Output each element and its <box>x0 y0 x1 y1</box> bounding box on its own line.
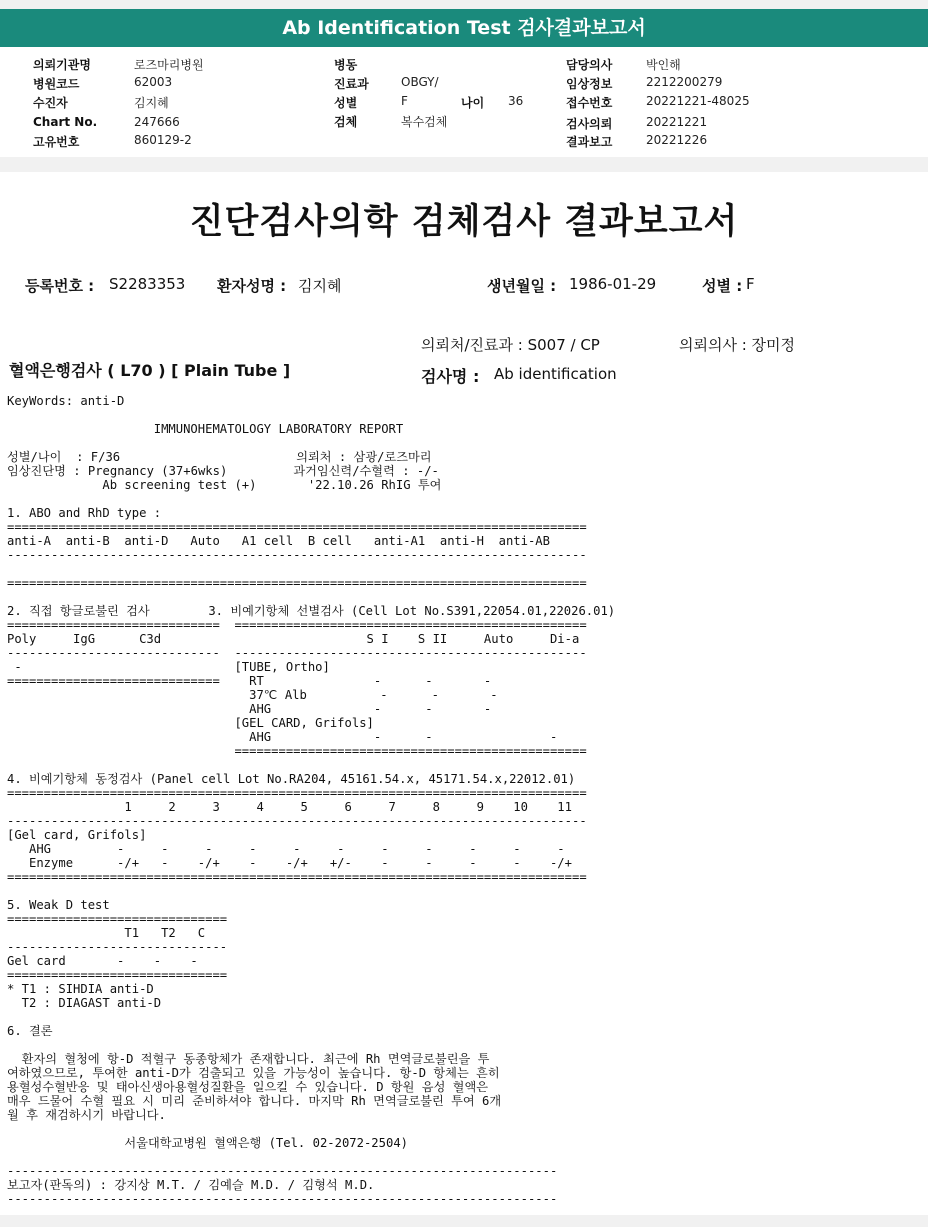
report-line: 성별/나이 : F/36 의뢰처 : 삼광/로즈마리 <box>7 450 432 464</box>
report-line: AHG - - - - - - - - - - - <box>7 842 565 856</box>
sex-value: F <box>746 275 755 293</box>
report-line <box>7 1150 615 1164</box>
value-sex: F <box>401 94 408 108</box>
label-ward: 병동 <box>334 58 358 72</box>
patient-value: 김지혜 <box>298 277 342 295</box>
report-line: ----------------------------- ------------------------------------------------ <box>7 646 587 660</box>
label-department: 진료과 <box>334 77 369 91</box>
label-request-date: 검사의뢰 <box>566 117 613 131</box>
label-receipt-no: 접수번호 <box>566 96 613 110</box>
report-line: 서울대학교병원 혈액은행 (Tel. 02-2072-2504) <box>7 1136 408 1150</box>
report-line: ------------------------------ <box>7 940 228 954</box>
reg-label: 등록번호 : <box>25 277 95 295</box>
report-title-bar: Ab Identification Test 검사결과보고서 <box>0 9 928 47</box>
report-line: 용혈성수혈반응 및 태아신생아용혈성질환을 일으킬 수 있습니다. D 항원 음성 혈액은 <box>7 1080 488 1094</box>
report-line: T1 T2 C <box>7 926 206 940</box>
report-line: - [TUBE, Ortho] <box>7 660 330 674</box>
report-line: ============================== <box>7 968 228 982</box>
value-clinical-info: 2212200279 <box>646 75 723 89</box>
report-line: 2. 직접 항글로불린 검사 3. 비예기항체 선별검사 (Cell Lot No.S391,22054.01,22026.01) <box>7 604 616 618</box>
header-info-panel <box>0 47 928 157</box>
report-line <box>7 758 615 772</box>
report-line <box>7 590 615 604</box>
report-line: =============================================================================== <box>7 786 587 800</box>
report-line: 1. ABO and RhD type : <box>7 506 162 520</box>
report-line: Ab screening test (+) '22.10.26 RhIG 투여 <box>7 478 442 492</box>
report-line: ------------------------------------------------------------------------------- <box>7 548 587 562</box>
report-line: --------------------------------------------------------------------------- <box>7 1192 558 1206</box>
report-line: KeyWords: anti-D <box>7 394 125 408</box>
label-specimen: 검체 <box>334 115 358 129</box>
report-line: IMMUNOHEMATOLOGY LABORATORY REPORT <box>7 422 404 436</box>
label-chart-no: Chart No. <box>33 115 98 129</box>
report-line: 1 2 3 4 5 6 7 8 9 10 11 <box>7 800 572 814</box>
report-line: [GEL CARD, Grifols] <box>7 716 374 730</box>
report-line: Gel card - - - <box>7 954 198 968</box>
label-hospital-code: 병원코드 <box>33 77 80 91</box>
section-title: 혈액은행검사 ( L70 ) [ Plain Tube ] <box>9 361 291 380</box>
report-main-title: 진단검사의학 검체검사 결과보고서 <box>189 202 739 242</box>
report-line: ============================= ================================================ <box>7 618 587 632</box>
label-age: 나이 <box>461 96 485 110</box>
report-line: T2 : DIAGAST anti-D <box>7 996 162 1010</box>
value-hospital-code: 62003 <box>134 75 173 89</box>
value-chart-no: 247666 <box>134 115 180 129</box>
label-unique-no: 고유번호 <box>33 135 80 149</box>
report-line: 임상진단명 : Pregnancy (37+6wks) 과거임신력/수혈력 : -/- <box>7 464 439 478</box>
report-line: 여하였으므로, 투여한 anti-D가 검출되고 있을 가능성이 높습니다. 항-D 항체는 흔히 <box>7 1066 500 1080</box>
report-line: 보고자(판독의) : 강지상 M.T. / 김예슬 M.D. / 김형석 M.D. <box>7 1178 375 1192</box>
report-line: ============================= RT - - - <box>7 674 492 688</box>
dept-text: 의뢰처/진료과 : S007 / CP <box>421 336 600 354</box>
report-line: 4. 비예기항체 동정검사 (Panel cell Lot No.RA204, 45161.54.x, 45171.54.x,22012.01) <box>7 772 576 786</box>
report-line <box>7 492 615 506</box>
report-line <box>7 562 615 576</box>
report-line: 37℃ Alb - - - <box>7 688 498 702</box>
report-line: ============================== <box>7 912 228 926</box>
report-line: 월 후 재검하시기 바랍니다. <box>7 1108 166 1122</box>
value-department: OBGY/ <box>401 75 439 89</box>
value-age: 36 <box>508 94 524 108</box>
value-recipient: 김지혜 <box>134 96 169 110</box>
report-line: ------------------------------------------------------------------------------- <box>7 814 587 828</box>
label-doctor: 담당의사 <box>566 58 613 72</box>
report-line: =============================================================================== <box>7 576 587 590</box>
value-request-date: 20221221 <box>646 115 708 129</box>
label-sex: 성별 <box>334 96 358 110</box>
doctor-text: 의뢰의사 : 장미정 <box>679 336 796 354</box>
report-line <box>7 436 615 450</box>
report-line <box>7 1010 615 1024</box>
value-unique-no: 860129-2 <box>134 133 192 147</box>
dob-label: 생년월일 : <box>487 277 557 295</box>
report-line: =============================================================================== <box>7 870 587 884</box>
report-line: 환자의 혈청에 항-D 적혈구 동종항체가 존재합니다. 최근에 Rh 면역글로불린을 투 <box>7 1052 490 1066</box>
label-report-date: 결과보고 <box>566 135 613 149</box>
value-receipt-no: 20221221-48025 <box>646 94 750 108</box>
value-institution: 로즈마리병원 <box>134 58 204 72</box>
report-line: [Gel card, Grifols] <box>7 828 147 842</box>
report-line <box>7 1122 615 1136</box>
report-line: --------------------------------------------------------------------------- <box>7 1164 558 1178</box>
label-institution: 의뢰기관명 <box>33 58 91 72</box>
report-line: 6. 결론 <box>7 1024 53 1038</box>
dob-value: 1986-01-29 <box>569 275 657 293</box>
report-line: ================================================ <box>7 744 587 758</box>
patient-label: 환자성명 : <box>217 277 287 295</box>
report-body <box>7 394 615 1206</box>
sex-label: 성별 : <box>702 277 743 295</box>
report-line: anti-A anti-B anti-D Auto A1 cell B cell anti-A1 anti-H anti-AB <box>7 534 550 548</box>
value-specimen: 복수검체 <box>401 115 448 129</box>
report-line <box>7 1038 615 1052</box>
test-label: 검사명 : <box>421 367 480 386</box>
label-recipient: 수진자 <box>33 96 68 110</box>
report-line: Poly IgG C3d S I S II Auto Di-a <box>7 632 580 646</box>
report-line: =============================================================================== <box>7 520 587 534</box>
report-line: 5. Weak D test <box>7 898 110 912</box>
report-line <box>7 408 615 422</box>
reg-value: S2283353 <box>109 275 186 293</box>
report-line: Enzyme -/+ - -/+ - -/+ +/- - - - - -/+ <box>7 856 572 870</box>
report-line: 매우 드물어 수혈 필요 시 미리 준비하셔야 합니다. 마지막 Rh 면역글로불린 투여 6개 <box>7 1094 502 1108</box>
report-line: * T1 : SIHDIA anti-D <box>7 982 154 996</box>
report-line <box>7 884 615 898</box>
value-report-date: 20221226 <box>646 133 708 147</box>
report-line: AHG - - - <box>7 702 492 716</box>
test-value: Ab identification <box>494 365 617 383</box>
report-line: AHG - - - <box>7 730 558 744</box>
label-clinical-info: 임상정보 <box>566 77 613 91</box>
value-doctor: 박인해 <box>646 58 681 72</box>
